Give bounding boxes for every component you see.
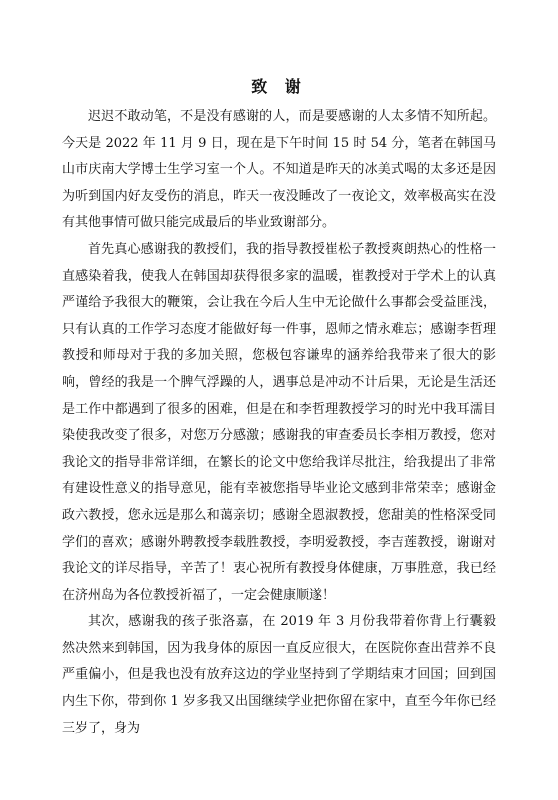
paragraph-opening: 迟迟不敢动笔，不是没有感谢的人，而是要感谢的人太多情不知所起。今天是 2022 年 11 月 9 日，现在是下午时间 15 时 54 分，笔者在韩国马山市庆南大学博士生学习室一个人。不知道是昨天的冰美式喝的太多还是因为听到国内好友受伤的消息，昨天一夜没睡改了一夜论文，效率极高实在没有其他事情可做只能完成最后的毕业致谢部分。	[62, 109, 496, 231]
paragraph-child: 其次，感谢我的孩子张洛嘉，在 2019 年 3 月份我带着你背上行囊毅然决然来到韩国，因为我身体的原因一直反应很大，在医院你查出营养不良严重偏小，但是我也没有放弃这边的学业坚持到了学期结束才回国；回到国内生下你，带到你 1 岁多我又出国继续学业把你留在家中，直至今年你已经三岁了，身为	[62, 614, 496, 736]
paragraph-professors: 首先真心感谢我的教授们，我的指导教授崔松子教授爽朗热心的性格一直感染着我，使我人在韩国却获得很多家的温暖，崔教授对于学术上的认真严谨给予我很大的鞭策，会让我在今后人生中无论做什么事都会受益匪浅，只有认真的工作学习态度才能做好每一件事，恩师之情永难忘；感谢李哲理教授和师母对于我的多加关照，您极包容谦卑的涵养给我带来了很大的影响，曾经的我是一个脾气浮躁的人，遇事总是冲动不计后果，无论是生活还是工作中都遇到了很多的困难，但是在和李哲理教授学习的时光中我耳濡目染使我改变了很多，对您万分感激；感谢我的审查委员长李相万教授，您对我论文的指导非常详细，在繁长的论文中您给我详尽批注，给我提出了非常有建设性意义的指导意见，能有幸被您指导毕业论文感到非常荣幸；感谢金政六教授，您永远是那么和蔼亲切；感谢全恩淑教授，您甜美的性格深受同学们的喜欢；感谢外聘教授李载胜教授，李明爱教授，李吉莲教授，谢谢对我论文的详尽指导，辛苦了！衷心祝所有教授身体健康，万事胜意，我已经在济州岛为各位教授祈福了，一定会健康顺遂！	[62, 241, 496, 603]
page-title: 致 谢	[251, 77, 307, 96]
acknowledgement-page	[62, 76, 496, 742]
